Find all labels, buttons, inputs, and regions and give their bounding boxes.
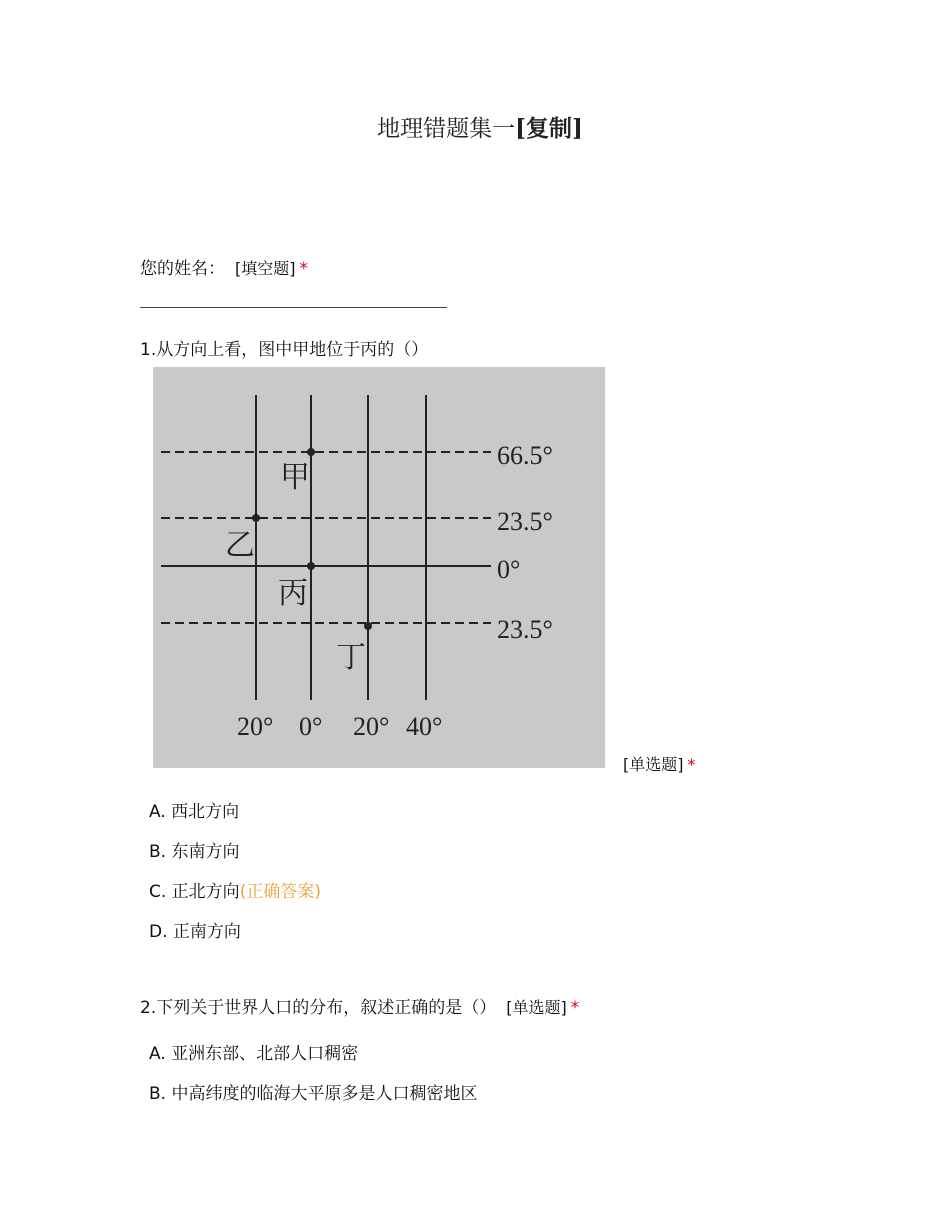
point-bing-label: 丙 [278,576,308,611]
name-question-label: 您的姓名： [140,259,225,279]
lat-label: 0° [497,555,521,584]
option-text: A. 西北方向 [149,802,240,822]
question-1-option-d[interactable] [149,917,241,942]
figure-background [153,367,605,768]
question-1-option-c[interactable] [149,877,321,902]
name-answer-blank[interactable] [140,307,447,308]
question-type: [填空题] [235,259,296,278]
lon-label: 40° [406,712,443,741]
question-type: [单选题] [506,998,567,1017]
title-suffix: [复制] [515,115,583,142]
option-text: D. 正南方向 [149,922,241,942]
option-text: B. 中高纬度的临海大平原多是人口稠密地区 [149,1084,478,1104]
point-ding-label: 丁 [336,640,366,675]
question-1-type [623,752,696,775]
question-1-option-a[interactable] [149,797,239,822]
question-type: [单选题] [623,755,684,774]
lon-label: 20° [237,712,274,741]
option-text: A. 亚洲东部、北部人口稠密 [149,1044,359,1064]
required-mark: * [299,259,308,279]
title-main: 地理错题集一 [377,116,516,142]
question-1-figure [153,367,605,768]
question-2-stem: 2.下列关于世界人口的分布，叙述正确的是（） [140,998,497,1018]
point-ding-dot [364,622,372,630]
lon-label: 20° [353,712,390,741]
point-jia-dot [307,448,315,456]
page-title [0,110,950,143]
lon-label: 0° [299,712,323,741]
question-2 [140,993,579,1018]
lat-label: 66.5° [497,441,553,470]
question-2-option-a[interactable] [149,1039,358,1064]
required-mark: * [687,755,696,774]
option-text: C. 正北方向 [149,882,240,902]
point-yi-dot [252,514,260,522]
lat-lon-grid-image [153,367,605,768]
question-1-option-b[interactable] [149,837,239,862]
required-mark: * [570,998,580,1018]
name-question [140,254,308,279]
point-jia-label: 甲 [280,460,310,495]
question-2-option-b[interactable] [149,1079,477,1104]
option-text: B. 东南方向 [149,842,240,862]
question-1-stem: 1.从方向上看，图中甲地位于丙的（） [140,340,429,360]
correct-answer-tag: (正确答案) [239,882,321,902]
lat-label: 23.5° [497,507,553,536]
point-bing-dot [307,562,315,570]
point-yi-label: 乙 [225,528,255,563]
lat-label: 23.5° [497,615,553,644]
